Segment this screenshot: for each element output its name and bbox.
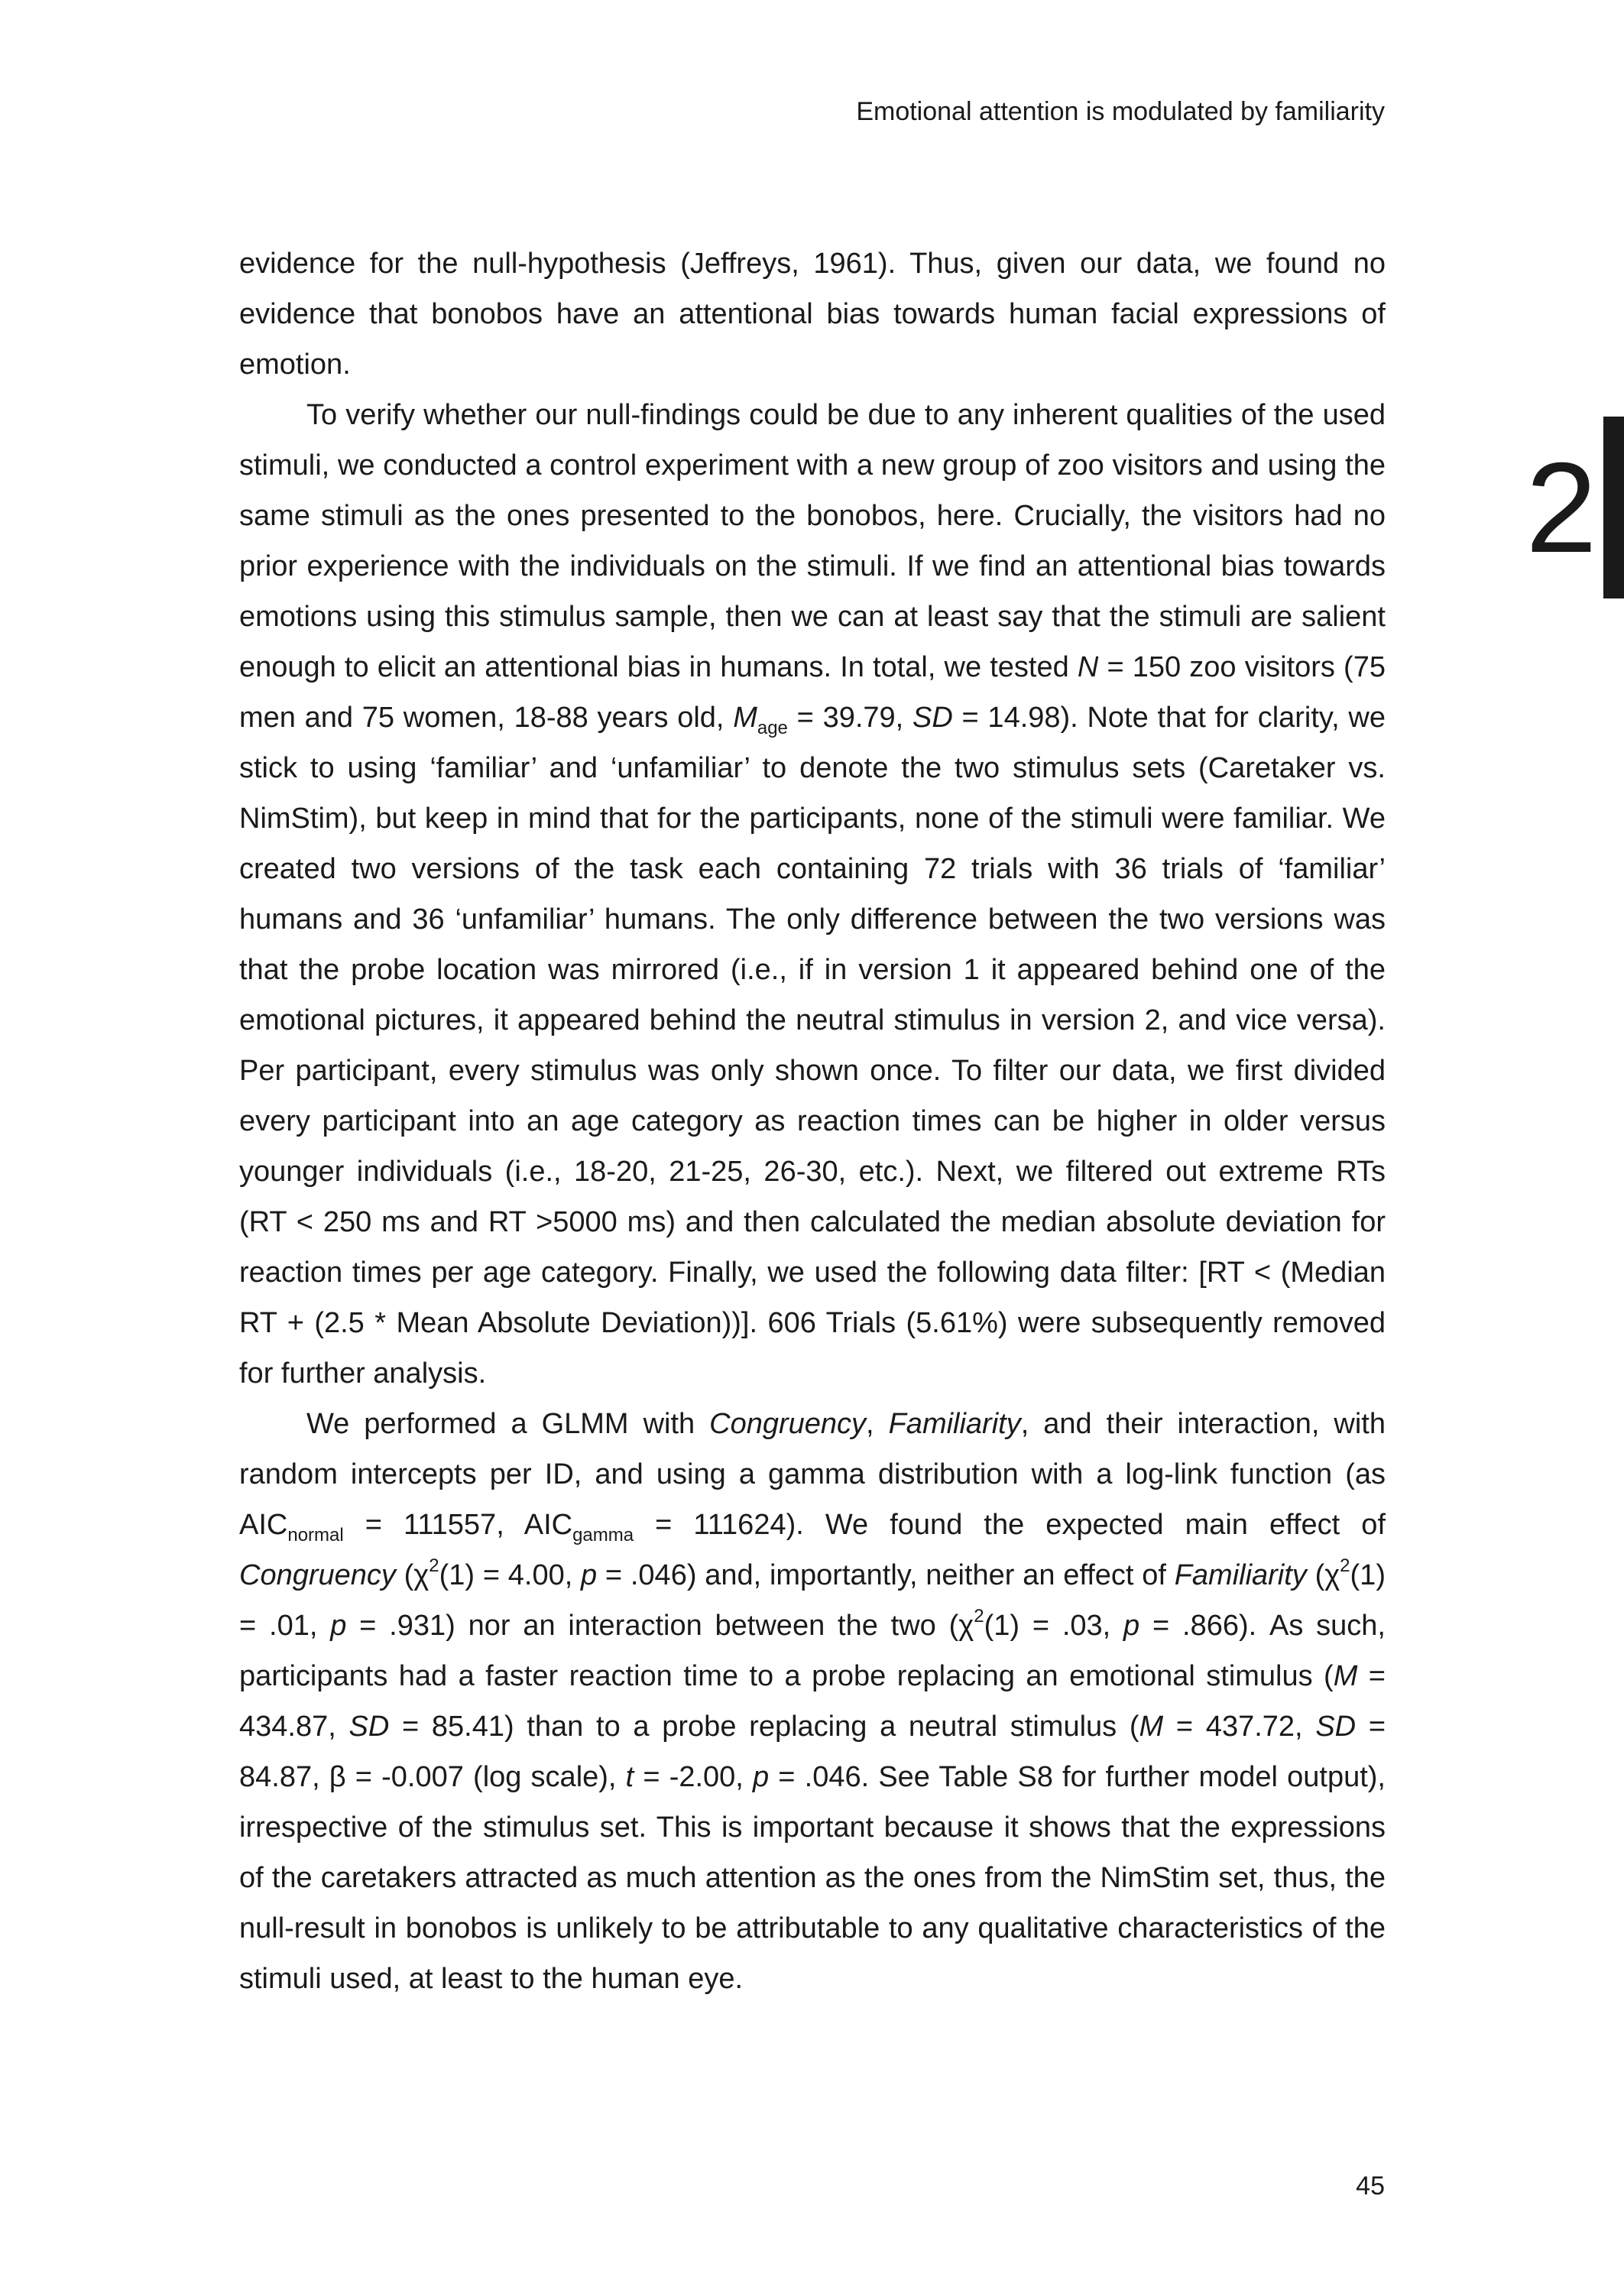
paragraph-3: We performed a GLMM with Congruency, Familiarity, and their interaction, with random intercepts per ID, and using a gamma distribution with a log-link function (as $AIC_{normal} = 111557$, $AIC_{gamma} = 111624$). We found the expected main effect of Congruency ($\chi^2(1) = 4.00$, p = .046) and, importantly, neither an effect of Familiarity ($\chi^2(1) = .01$, p = .931) nor an interaction between the two ($\chi^2(1) = .03$, p = .866). As such, participants had a faster reaction time to a probe replacing an emotional stimulus (M = 434.87, SD = 85.41) than to a probe replacing a neutral stimulus (M = 437.72, SD = 84.87, β = -0.007 (log scale), t = -2.00, p = .046. See Table S8 for further model output), irrespective of the stimulus set. This is important because it shows that the expressions of the caretakers attracted as much attention as the ones from the NimStim set, thus, the null-result in bonobos is unlikely to be attributable to any qualitative characteristics of the stimuli used, at least to the human eye.: [239, 1408, 1386, 1995]
paragraph-2: To verify whether our null-findings could be due to any inherent qualities of the used stimuli, we conducted a control experiment with a new group of zoo visitors and using the same stimuli as the ones presented to the bonobos, here. Crucially, the visitors had no prior experience with the individuals on the stimuli. If we find an attentional bias towards emotions using this stimulus sample, then we can at least say that the stimuli are salient enough to elicit an attentional bias in humans. In total, we tested N = 150 zoo visitors (75 men and 75 women, 18-88 years old, $M_{age} = 39.79$, SD = 14.98). Note that for clarity, we stick to using ‘familiar’ and ‘unfamiliar’ to denote the two stimulus sets (Caretaker vs. NimStim), but keep in mind that for the participants, none of the stimuli were familiar. We created two versions of the task each containing 72 trials with 36 trials of ‘familiar’ humans and 36 ‘unfamiliar’ humans. The only difference between the two versions was that the probe location was mirrored (i.e., if in version 1 it appeared behind one of the emotional pictures, it appeared behind the neutral stimulus in version 2, and vice versa). Per participant, every stimulus was only shown once. To filter our data, we first divided every participant into an age category as reaction times can be higher in older versus younger individuals (i.e., 18-20, 21-25, 26-30, etc.). Next, we filtered out extreme RTs (RT < 250 ms and RT >5000 ms) and then calculated the median absolute deviation for reaction times per age category. Finally, we used the following data filter: [RT < (Median RT + (2.5 * Mean Absolute Deviation))]. 606 Trials (5.61%) were subsequently removed for further analysis.: [239, 399, 1386, 1390]
chapter-tab-bar: [1603, 417, 1624, 598]
paragraph-1: evidence for the null-hypothesis (Jeffreys, 1961). Thus, given our data, we found no evidence that bonobos have an attentional bias towards human facial expressions of emotion.: [239, 248, 1386, 381]
body-text: [239, 238, 1386, 2004]
chapter-tab: [1519, 417, 1624, 598]
page-number: 45: [1356, 2171, 1385, 2201]
chapter-number: 2: [1525, 436, 1597, 579]
running-header: Emotional attention is modulated by familiarity: [856, 97, 1385, 126]
